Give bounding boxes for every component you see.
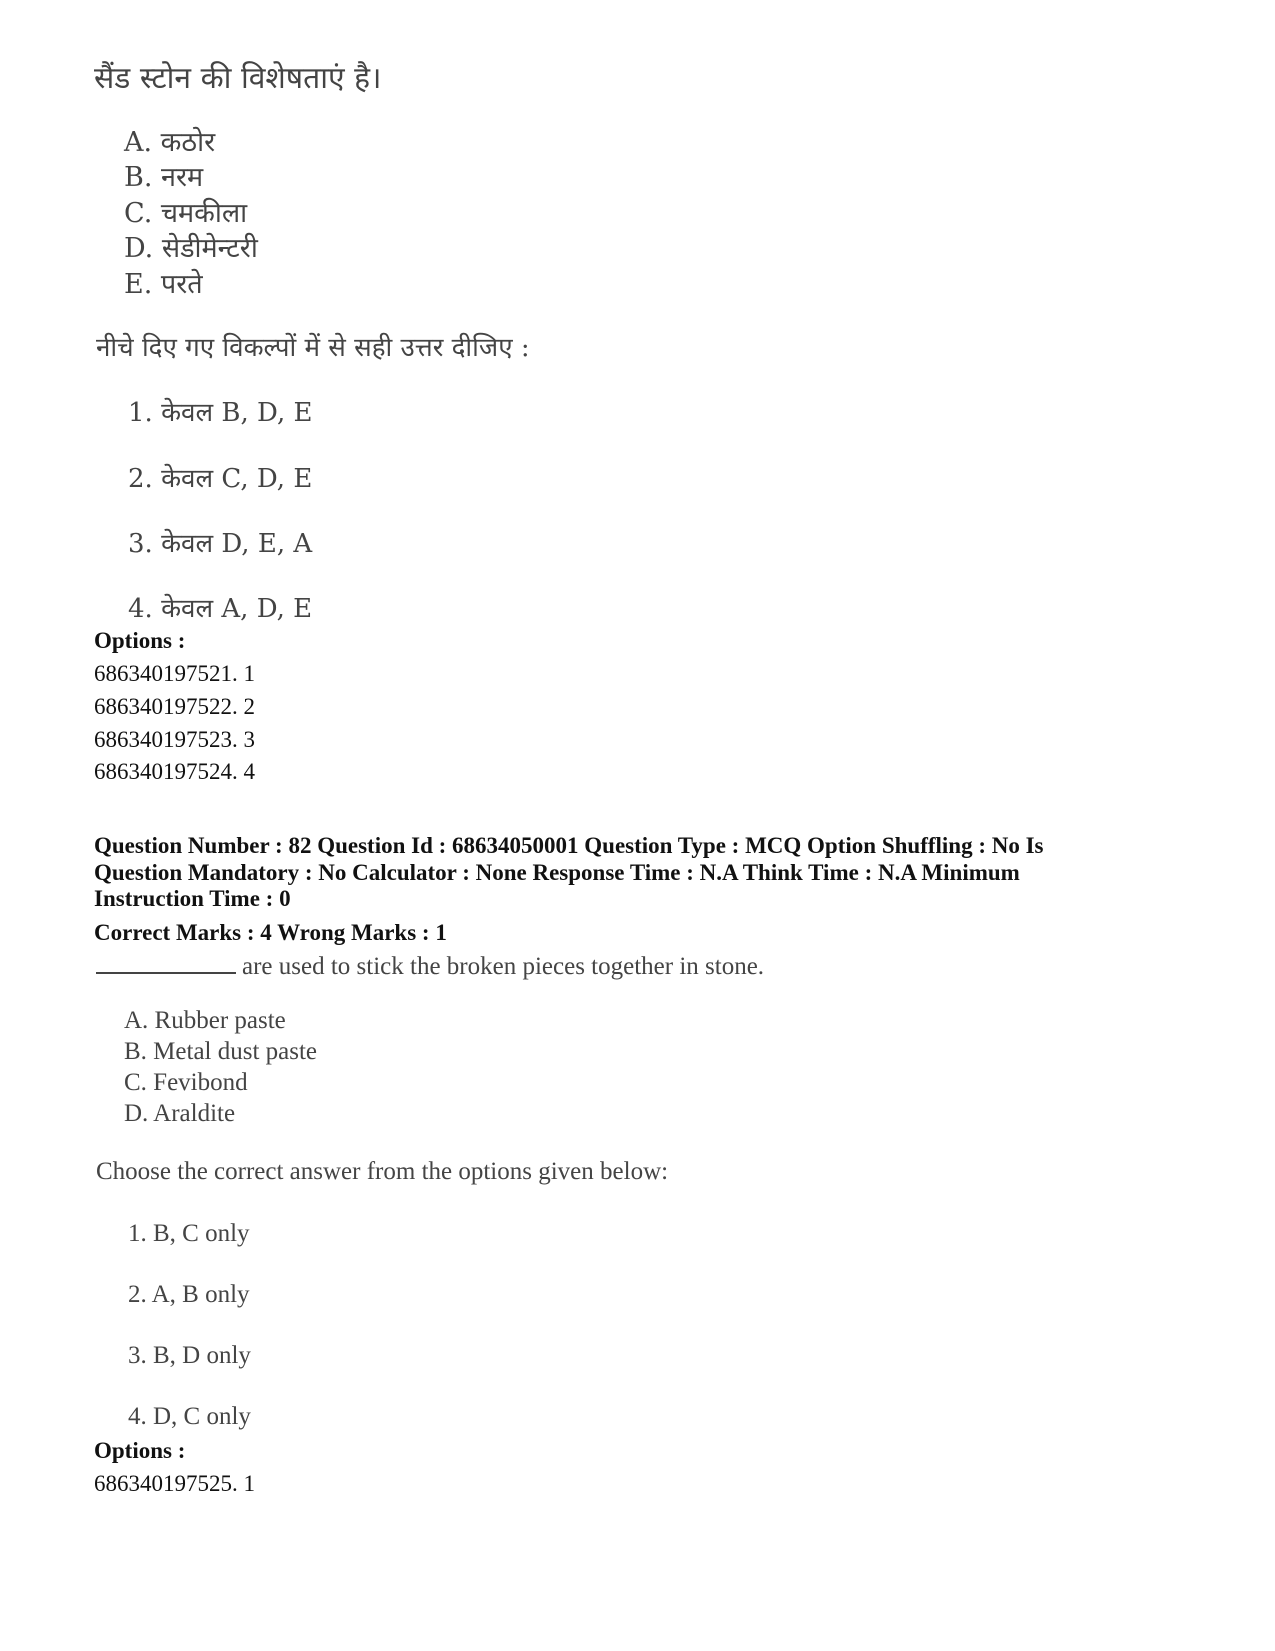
- q81-statement-e: E. परते: [124, 269, 203, 300]
- q82-instruction: Choose the correct answer from the options given below:: [96, 1158, 669, 1185]
- q81-statement-d: D. सेडीमेन्टरी: [124, 233, 258, 264]
- q81-choice-4: 4. केवल A, D, E: [128, 594, 313, 624]
- q81-statement-a: A. कठोर: [124, 127, 216, 158]
- q81-options-label: Options :: [94, 628, 186, 653]
- q82-option-1: 686340197525. 1: [94, 1471, 255, 1496]
- q82-choice-2: 2. A, B only: [128, 1281, 250, 1308]
- q81-choice-1: 1. केवल B, D, E: [128, 398, 313, 428]
- q82-choice-1: 1. B, C only: [128, 1220, 250, 1247]
- q82-statement-b: B. Metal dust paste: [124, 1038, 318, 1065]
- q81-stem: सैंड स्टोन की विशेषताएं है।: [94, 61, 382, 96]
- q81-choice-2: 2. केवल C, D, E: [128, 464, 313, 494]
- q81-instruction: नीचे दिए गए विकल्पों में से सही उत्तर दीजिए :: [96, 333, 530, 363]
- q81-statement-c: C. चमकीला: [124, 198, 248, 229]
- q82-stem: are used to stick the broken pieces together in stone.: [242, 953, 765, 980]
- q82-marks: Correct Marks : 4 Wrong Marks : 1: [94, 920, 447, 945]
- q81-option-2: 686340197522. 2: [94, 694, 255, 719]
- q82-statement-c: C. Fevibond: [124, 1069, 248, 1096]
- q82-choice-3: 3. B, D only: [128, 1342, 251, 1369]
- q82-options-label: Options :: [94, 1438, 186, 1463]
- q82-statement-d: D. Araldite: [124, 1100, 236, 1127]
- q81-statement-b: B. नरम: [124, 162, 204, 193]
- q81-choice-3: 3. केवल D, E, A: [128, 529, 313, 559]
- q81-option-4: 686340197524. 4: [94, 759, 255, 784]
- fill-in-blank: [96, 950, 236, 974]
- q81-option-1: 686340197521. 1: [94, 661, 255, 686]
- q82-meta-line-2: Question Mandatory : No Calculator : None Response Time : N.A Think Time : N.A Minimum: [94, 860, 1020, 885]
- q81-option-3: 686340197523. 3: [94, 727, 255, 752]
- q82-stem-line: [96, 950, 764, 981]
- q82-meta-line-3: Instruction Time : 0: [94, 886, 291, 911]
- q82-statement-a: A. Rubber paste: [124, 1007, 286, 1034]
- q82-meta-line-1: Question Number : 82 Question Id : 68634050001 Question Type : MCQ Option Shuffling : No Is: [94, 833, 1044, 858]
- q82-choice-4: 4. D, C only: [128, 1403, 251, 1430]
